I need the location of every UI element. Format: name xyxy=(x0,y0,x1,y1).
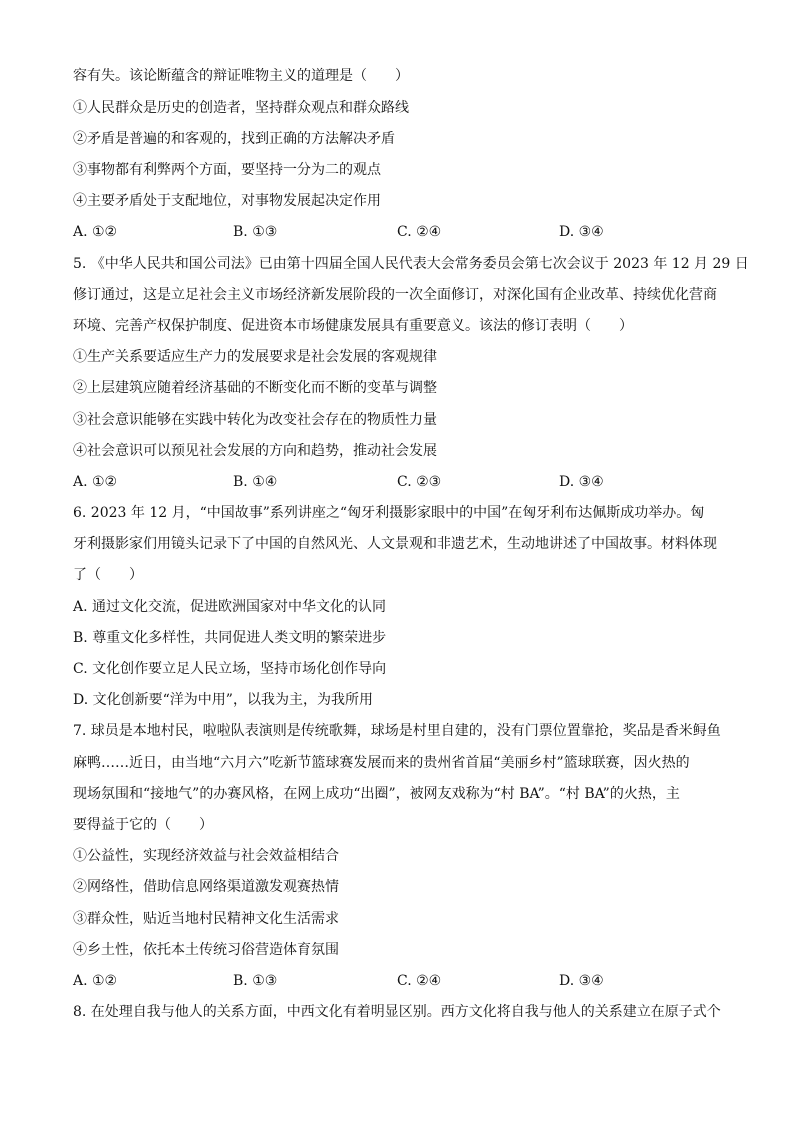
q6-stem-line-1: 6. 2023 年 12 月，“中国故事”系列讲座之“匈牙利摄影家眼中的中国”在匈牙利布达佩斯成功举办。匈 xyxy=(73,505,705,521)
q5-stem-line-2: 修订通过，这是立足社会主义市场经济新发展阶段的一次全面修订，对深化国有企业改革、持续优化营商 xyxy=(73,287,717,303)
q7-statement-2: ②网络性，借助信息网络渠道激发观赛热情 xyxy=(73,879,339,895)
q7-stem-line-2: 麻鸭……近日，由当地“六月六”吃新节篮球赛发展而来的贵州省首届“美丽乡村”篮球联赛，因火热的 xyxy=(73,755,690,771)
q7-option-d: D. ③④ xyxy=(559,973,604,989)
q6-option-c: C. 文化创作要立足人民立场，坚持市场化创作导向 xyxy=(73,661,387,677)
q6-option-d: D. 文化创新要“洋为中用”，以我为主，为我所用 xyxy=(73,692,373,708)
q5-statement-4: ④社会意识可以预见社会发展的方向和趋势，推动社会发展 xyxy=(73,443,437,459)
q4-stem-tail: 容有失。该论断蕴含的辩证唯物主义的道理是（ ） xyxy=(73,68,409,84)
q5-stem-line-3: 环境、完善产权保护制度、促进资本市场健康发展具有重要意义。该法的修订表明（ ） xyxy=(73,318,633,334)
q7-option-c: C. ②④ xyxy=(397,973,442,989)
q6-option-b: B. 尊重文化多样性，共同促进人类文明的繁荣进步 xyxy=(73,630,387,646)
q4-option-b: B. ①③ xyxy=(233,224,278,240)
q4-option-d: D. ③④ xyxy=(559,224,604,240)
q8-stem-line-1: 8. 在处理自我与他人的关系方面，中西文化有着明显区别。西方文化将自我与他人的关系建立在原子式个 xyxy=(73,1004,721,1020)
q6-option-a: A. 通过文化交流，促进欧洲国家对中华文化的认同 xyxy=(73,599,387,615)
q4-options xyxy=(73,222,733,242)
q4-statement-1: ①人民群众是历史的创造者，坚持群众观点和群众路线 xyxy=(73,100,409,116)
q4-statement-3: ③事物都有利弊两个方面，要坚持一分为二的观点 xyxy=(73,162,381,178)
q7-option-a: A. ①② xyxy=(73,973,118,989)
q5-stem-line-1: 5. 《中华人民共和国公司法》已由第十四届全国人民代表大会常务委员会第七次会议于 2023 年 12 月 29 日 xyxy=(73,256,749,272)
q5-statement-3: ③社会意识能够在实践中转化为改变社会存在的物质性力量 xyxy=(73,412,437,428)
q4-statement-2: ②矛盾是普遍的和客观的，找到正确的方法解决矛盾 xyxy=(73,131,395,147)
q5-option-d: D. ③④ xyxy=(559,474,604,490)
q5-options xyxy=(73,472,733,492)
q6-stem-line-3: 了（ ） xyxy=(73,567,143,583)
q5-option-c: C. ②③ xyxy=(397,474,442,490)
q4-option-c: C. ②④ xyxy=(397,224,442,240)
q7-statement-4: ④乡土性，依托本土传统习俗营造体育氛围 xyxy=(73,942,339,958)
q7-option-b: B. ①③ xyxy=(233,973,278,989)
q7-stem-line-3: 现场氛围和“接地气”的办赛风格，在网上成功“出圈”，被网友戏称为“村 BA”。“村 BA”的火热，主 xyxy=(73,786,680,802)
q7-statement-1: ①公益性，实现经济效益与社会效益相结合 xyxy=(73,848,339,864)
q4-option-a: A. ①② xyxy=(73,224,118,240)
q5-option-b: B. ①④ xyxy=(233,474,278,490)
q7-statement-3: ③群众性，贴近当地村民精神文化生活需求 xyxy=(73,911,339,927)
q5-option-a: A. ①② xyxy=(73,474,118,490)
q5-statement-1: ①生产关系要适应生产力的发展要求是社会发展的客观规律 xyxy=(73,349,437,365)
q7-stem-line-4: 要得益于它的（ ） xyxy=(73,817,213,833)
q4-statement-4: ④主要矛盾处于支配地位，对事物发展起决定作用 xyxy=(73,193,381,209)
q6-stem-line-2: 牙利摄影家们用镜头记录下了中国的自然风光、人文景观和非遗艺术，生动地讲述了中国故事。材料体现 xyxy=(73,536,717,552)
q7-stem-line-1: 7. 球员是本地村民，啦啦队表演则是传统歌舞，球场是村里自建的，没有门票位置靠抢，奖品是香米鲟鱼 xyxy=(73,723,721,739)
q5-statement-2: ②上层建筑应随着经济基础的不断变化而不断的变革与调整 xyxy=(73,380,437,396)
q7-options xyxy=(73,971,733,991)
